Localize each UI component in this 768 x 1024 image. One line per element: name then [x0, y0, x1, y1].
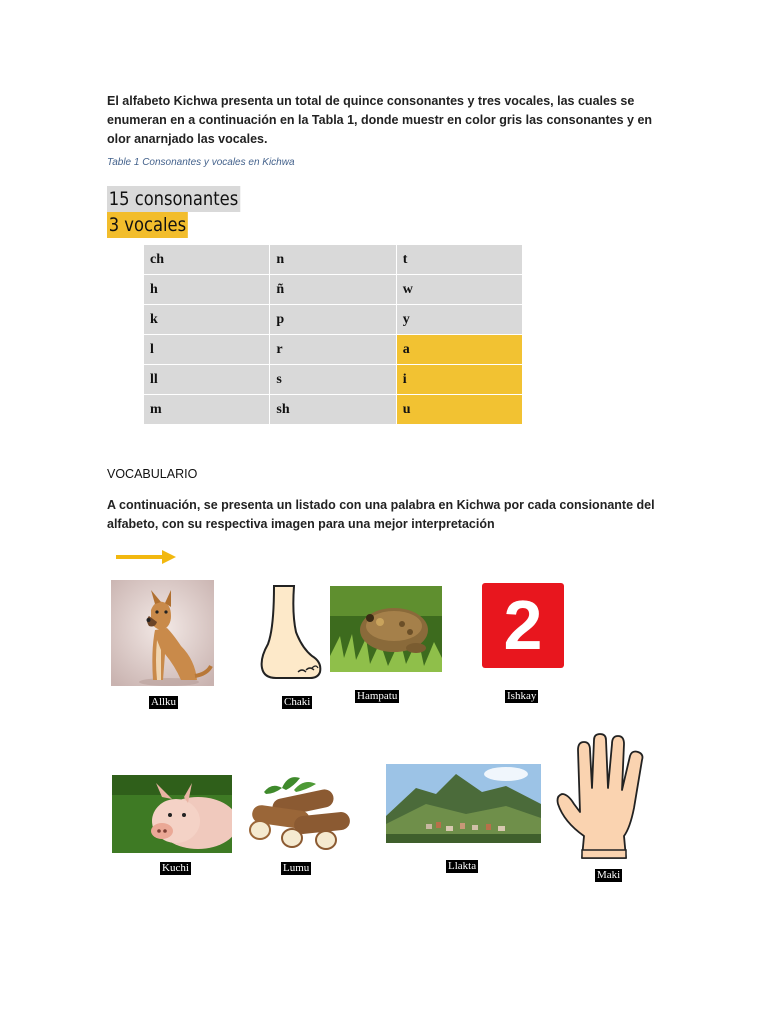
consonant-cell: w — [396, 275, 522, 305]
consonant-cell: k — [144, 305, 270, 335]
cassava-icon — [242, 772, 354, 852]
table-row — [144, 245, 523, 275]
consonant-cell: sh — [270, 395, 396, 425]
consonant-cell: t — [396, 245, 522, 275]
legend-vowels: 3 vocales — [108, 214, 187, 236]
label-ishkay: Ishkay — [507, 690, 537, 702]
pig-icon — [112, 775, 232, 853]
vocabulary-heading: VOCABULARIO — [107, 467, 198, 481]
label-lumu: Lumu — [283, 862, 310, 874]
table-row — [144, 335, 523, 365]
consonant-cell: ll — [144, 365, 270, 395]
label-llakta: Llakta — [448, 860, 477, 872]
consonant-cell: s — [270, 365, 396, 395]
toad-icon — [330, 586, 442, 672]
hand-icon — [554, 732, 654, 860]
foot-icon — [252, 584, 326, 684]
consonant-cell: p — [270, 305, 396, 335]
vowel-cell: a — [396, 335, 522, 365]
table-caption: Table 1 Consonantes y vocales en Kichwa — [107, 157, 295, 168]
label-allku: Allku — [151, 696, 177, 708]
dog-icon — [111, 580, 214, 686]
consonant-cell: r — [270, 335, 396, 365]
label-maki: Maki — [597, 869, 621, 881]
vowel-cell: i — [396, 365, 522, 395]
consonant-cell: m — [144, 395, 270, 425]
table-row — [144, 395, 523, 425]
number-two-icon — [482, 583, 564, 668]
label-chaki: Chaki — [284, 696, 311, 708]
consonant-cell: l — [144, 335, 270, 365]
consonant-cell: ch — [144, 245, 270, 275]
number-two-glyph: 2 — [503, 586, 543, 664]
table-row — [144, 305, 523, 335]
label-hampatu: Hampatu — [357, 690, 398, 702]
consonant-cell: ñ — [270, 275, 396, 305]
intro-paragraph: El alfabeto Kichwa presenta un total de quince consonantes y tres vocales, las cuales se enumeran en a continuación en la Tabla 1, donde muestr en color gris las consonantes y en olor anarnjado las vocales. — [107, 94, 653, 146]
label-kuchi: Kuchi — [162, 862, 189, 874]
table-row — [144, 275, 523, 305]
vocabulary-intro: A continuación, se presenta un listado con una palabra en Kichwa por cada consionante del alfabeto, con su respectiva imagen para una mejor interpretación — [107, 498, 655, 531]
vowel-cell: u — [396, 395, 522, 425]
table-row — [144, 365, 523, 395]
town-icon — [386, 764, 541, 843]
arrow-right-icon — [116, 550, 176, 564]
consonant-cell: h — [144, 275, 270, 305]
legend-consonants: 15 consonantes — [108, 188, 239, 210]
alphabet-table — [143, 244, 523, 425]
consonant-cell: y — [396, 305, 522, 335]
consonant-cell: n — [270, 245, 396, 275]
